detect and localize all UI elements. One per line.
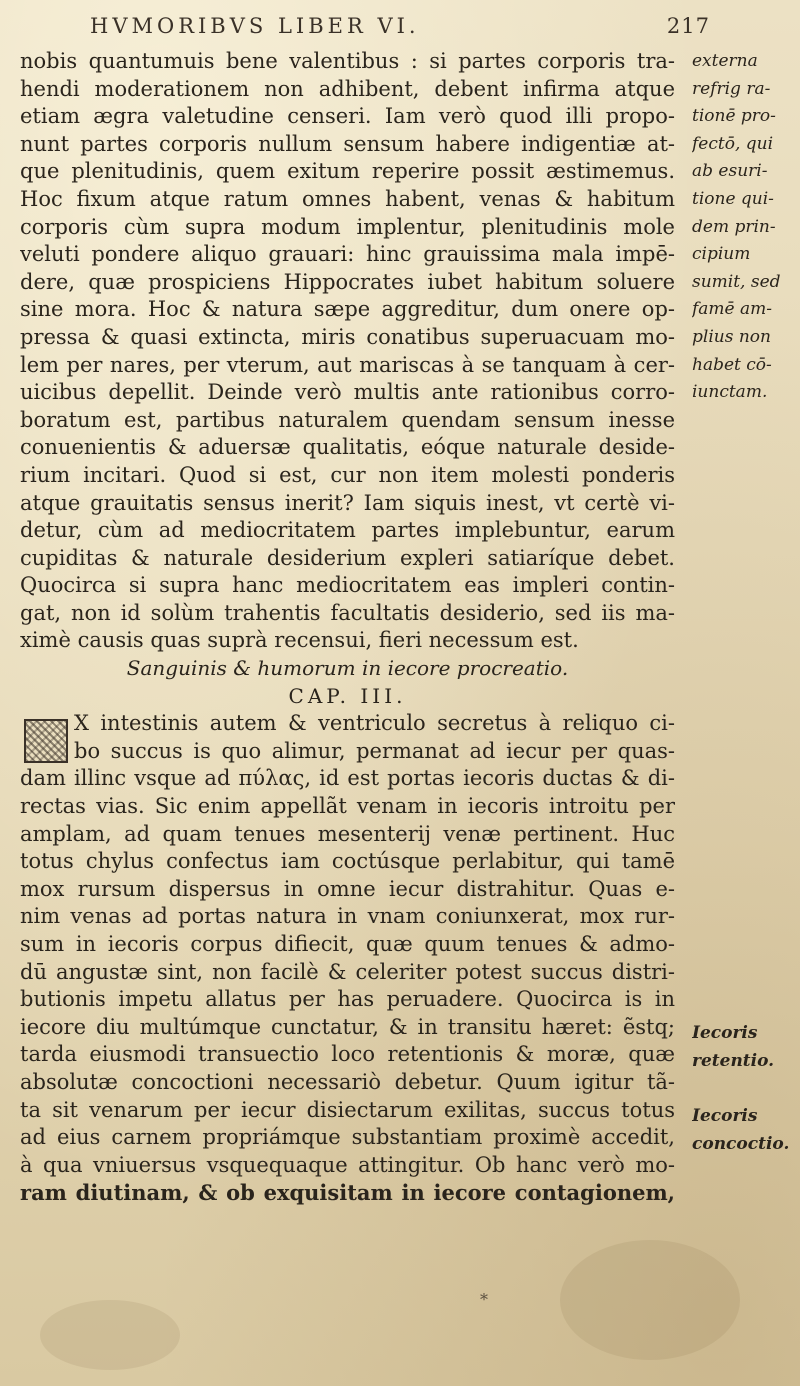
margin-note-line: concoctio.	[692, 1133, 790, 1154]
text-line: corporis cùm supra modum implentur, plenitudinis mole	[20, 214, 675, 239]
margin-note-line: refrig ra-	[692, 78, 771, 99]
text-line: boratum est, partibus naturalem quendam sensum inesse	[20, 407, 675, 432]
margin-note-line: ab esuri-	[692, 161, 768, 182]
margin-note-line: plius non	[692, 326, 771, 347]
margin-note-externa	[692, 48, 796, 407]
text-line: absolutæ concoctioni necessariò debetur. Quum igitur tã-	[20, 1069, 675, 1094]
margin-note-iecoris-concoctio	[692, 1103, 796, 1158]
text-line: Hoc fixum atque ratum omnes habent, venas & habitum	[20, 186, 675, 211]
text-line: lem per nares, per vterum, aut mariscas à se tanquam à cer-	[20, 352, 675, 377]
text-line: nobis quantumuis bene valentibus : si partes corporis tra-	[20, 49, 675, 73]
text-line: dere, quæ prospiciens Hippocrates iubet habitum soluere	[20, 269, 675, 294]
text-line: mox rursum dispersus in omne iecur distrahitur. Quas e-	[20, 876, 675, 901]
page-number: 217	[666, 14, 710, 38]
margin-note-line: Iecoris	[692, 1106, 758, 1126]
footer-mark: *	[480, 1290, 488, 1309]
text-line: gat, non id solùm trahentis facultatis desiderio, sed iis ma-	[20, 600, 675, 625]
margin-note-line: tione qui-	[692, 188, 774, 209]
text-line: sine mora. Hoc & natura sæpe aggreditur, dum onere op-	[20, 297, 675, 322]
text-line: veluti pondere aliquo grauari: hinc grauissima mala impē-	[20, 242, 675, 267]
margin-note-iecoris-retentio	[692, 1020, 796, 1075]
text-line: amplam, ad quam tenues mesenterij venæ pertinent. Huc	[20, 821, 675, 846]
text-line: dū angustæ sint, non facilè & celeriter potest succus distri-	[20, 959, 675, 984]
body-paragraph-bottom	[20, 710, 675, 1207]
text-line: cupiditas & naturale desiderium expleri satiaríque debet.	[20, 545, 675, 570]
margin-note-line: fectō, qui	[692, 133, 774, 154]
text-line: hendi moderationem non adhibent, debent infirma atque	[20, 76, 675, 101]
text-line: que plenitudinis, quem exitum reperire possit æstimemus.	[20, 159, 675, 184]
text-line: à qua vniuersus vsquequaque attingitur. Ob hanc verò mo-	[20, 1152, 675, 1177]
margin-note-line: externa	[692, 51, 758, 71]
text-line: X intestinis autem & ventriculo secretus à reliquo ci-	[74, 711, 675, 736]
section-heading: Sanguinis & humorum in iecore procreatio.	[126, 656, 569, 681]
margin-note-line: iunctam.	[692, 382, 768, 403]
decorative-initial-e	[24, 719, 68, 763]
text-line: pressa & quasi extincta, miris conatibus superuacuam mo-	[20, 324, 675, 349]
text-line: conuenientis & aduersæ qualitatis, eóque naturale deside-	[20, 435, 675, 460]
body-paragraph-top	[20, 48, 675, 655]
running-head	[90, 14, 710, 44]
text-line: butionis impetu allatus per has peruadere. Quocirca is in	[20, 987, 675, 1012]
chapter-heading: CAP. III.	[288, 683, 407, 708]
text-line: bo succus is quo alimur, permanat ad iecur per quas-	[74, 738, 675, 763]
text-line: ad eius carnem propriámque substantiam proximè accedit,	[20, 1125, 675, 1150]
margin-note-line: sumit, sed	[692, 271, 781, 292]
text-line: ta sit venarum per iecur disiectarum exilitas, succus totus	[20, 1097, 675, 1122]
paper-stain	[40, 1300, 180, 1370]
margin-note-line: cipium	[692, 244, 751, 265]
text-line: Quocirca si supra hanc mediocritatem eas impleri contin-	[20, 573, 675, 598]
margin-note-line: Iecoris	[692, 1023, 758, 1043]
text-line: tarda eiusmodi transuectio loco retentionis & moræ, quæ	[20, 1042, 675, 1067]
text-line: iecore diu multúmque cunctatur, & in transitu hæret: ẽstq;	[20, 1014, 675, 1039]
running-head-title: HVMORIBVS LIBER VI.	[90, 14, 420, 38]
text-line: nim venas ad portas natura in vnam coniunxerat, mox rur-	[20, 904, 675, 929]
margin-note-line: retentio.	[692, 1050, 775, 1071]
text-line: sum in iecoris corpus difiecit, quæ quum tenues & admo-	[20, 932, 675, 956]
text-line: totus chylus confectus iam coctúsque perlabitur, qui tamē	[20, 849, 675, 874]
margin-note-line: dem prin-	[692, 216, 776, 237]
text-line: ram diutinam, & ob exquisitam in iecore contagionem,	[20, 1180, 675, 1206]
margin-note-line: habet cō-	[692, 354, 772, 375]
text-line: rium incitari. Quod si est, cur non item molesti ponderis	[20, 462, 675, 487]
text-line: detur, cùm ad mediocritatem partes implebuntur, earum	[20, 518, 675, 543]
text-line: rectas vias. Sic enim appellãt venam in iecoris introitu per	[20, 794, 675, 819]
text-line: nunt partes corporis nullum sensum habere indigentiæ at-	[20, 131, 675, 156]
text-line: dam illinc vsque ad πύλας, id est portas iecoris ductas & di-	[20, 766, 675, 791]
text-line: etiam ægra valetudine censeri. Iam verò quod illi propo-	[20, 104, 675, 129]
margin-note-line: tionē pro-	[692, 106, 776, 127]
paper-stain	[560, 1240, 740, 1360]
text-line: ximè causis quas suprà recensui, fieri necessum est.	[20, 628, 579, 653]
margin-note-line: famē am-	[692, 299, 773, 320]
body-text	[20, 48, 675, 1207]
text-line: atque grauitatis sensus inerit? Iam siquis inest, vt certè vi-	[20, 490, 675, 515]
text-line: uicibus depellit. Deinde verò multis ante rationibus corro-	[20, 380, 675, 405]
